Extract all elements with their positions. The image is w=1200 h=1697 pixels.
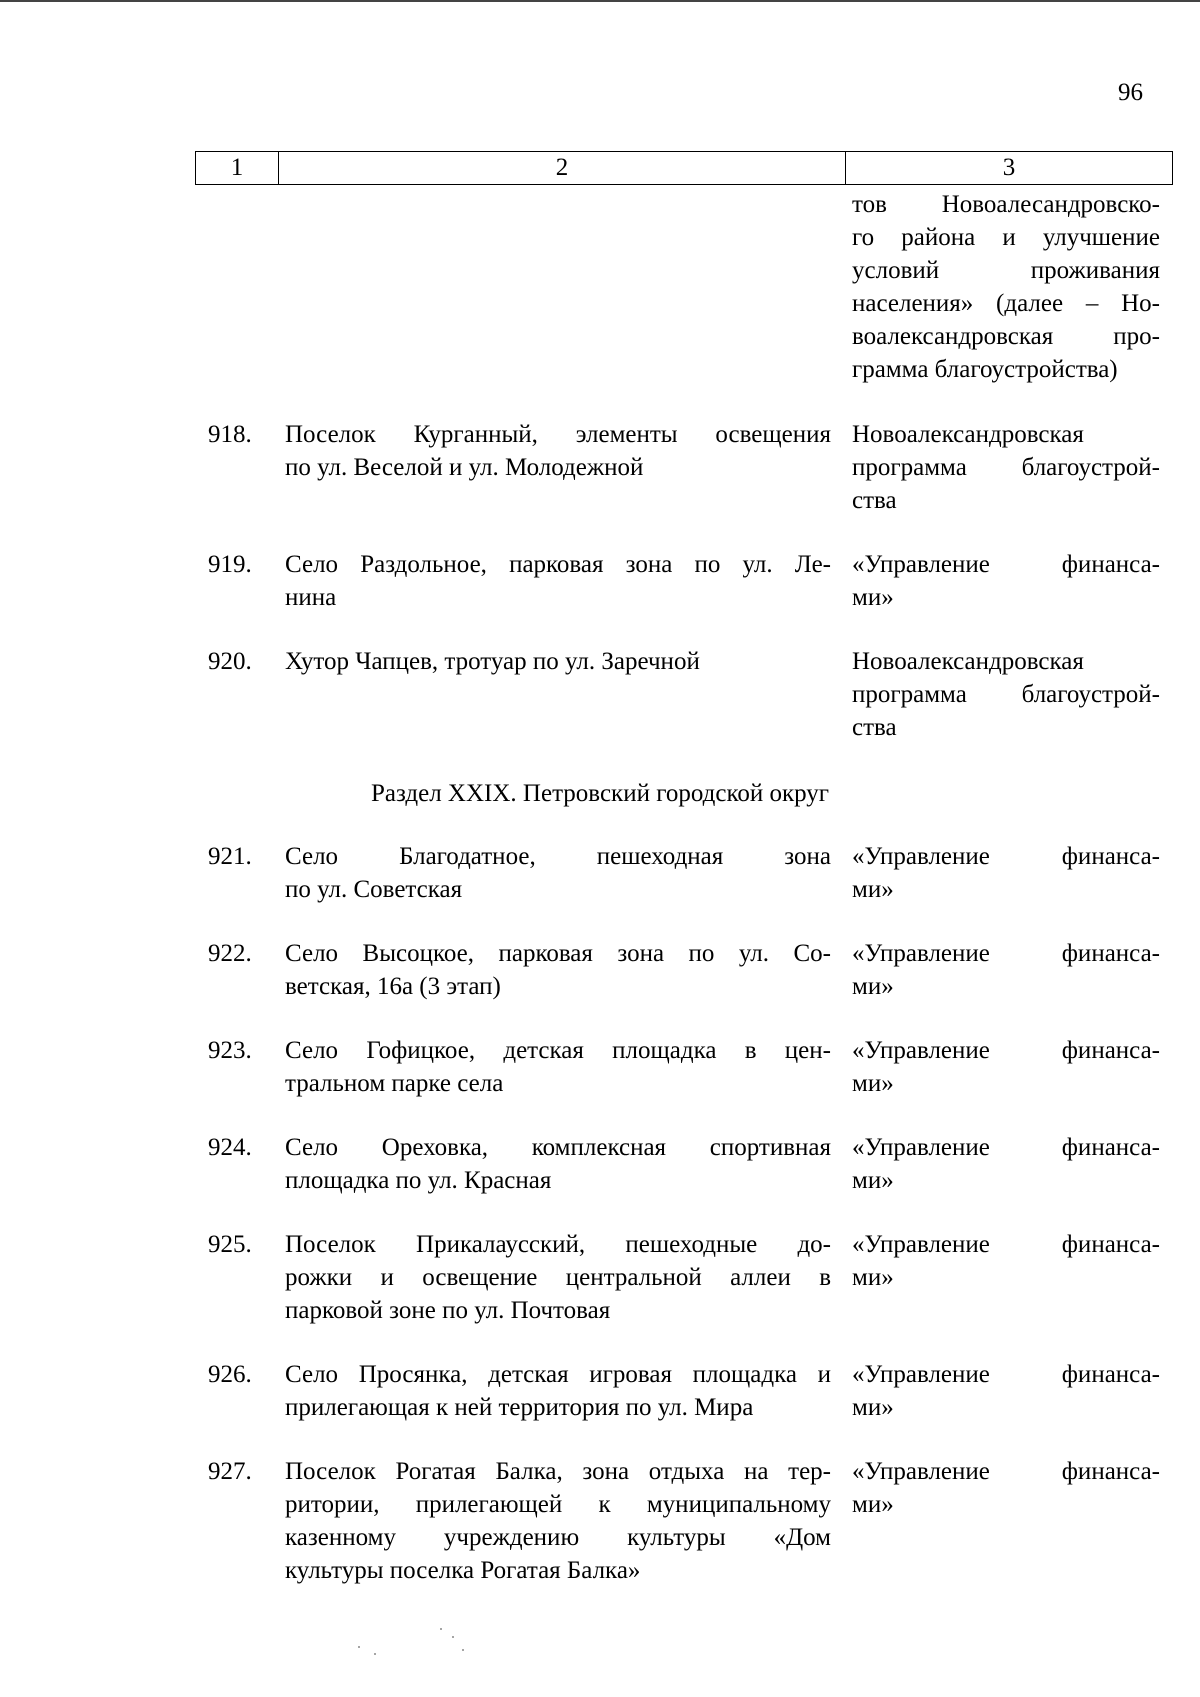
text-line: Хутор Чапцев, тротуар по ул. Заречной bbox=[285, 648, 700, 675]
page-number: 96 bbox=[1118, 79, 1143, 106]
header-col-3: 3 bbox=[1002, 154, 1016, 181]
text-line: Село Ореховка, комплексная спортивная bbox=[285, 1134, 831, 1161]
object-name bbox=[285, 1228, 831, 1327]
text-line: ветская, 16а (3 этап) bbox=[285, 973, 501, 1000]
text-line: ми» bbox=[852, 1264, 894, 1291]
scan-top-edge bbox=[0, 0, 1200, 2]
text-line: ми» bbox=[852, 973, 894, 1000]
text-line: ми» bbox=[852, 1394, 894, 1421]
text-line: программа благоустрой- bbox=[852, 454, 1160, 481]
text-line: условий проживания bbox=[852, 257, 1160, 284]
text-line: тов Новоалесандровско- bbox=[852, 191, 1160, 218]
row-number: 923. bbox=[208, 1037, 252, 1064]
object-name bbox=[285, 645, 831, 678]
text-line: Поселок Рогатая Балка, зона отдыха на тер- bbox=[285, 1458, 831, 1485]
text-line: ми» bbox=[852, 1167, 894, 1194]
text-line: Поселок Курганный, элементы освещения bbox=[285, 421, 831, 448]
text-line: «Управление финанса- bbox=[852, 1361, 1160, 1388]
text-line: по ул. Советская bbox=[285, 876, 463, 903]
funding-source bbox=[852, 840, 1160, 906]
text-line: «Управление финанса- bbox=[852, 1231, 1160, 1258]
text-line: рожки и освещение центральной аллеи в bbox=[285, 1264, 831, 1291]
text-line: ства bbox=[852, 487, 897, 514]
object-name bbox=[285, 1455, 831, 1587]
text-line: ми» bbox=[852, 1491, 894, 1518]
header-col-2: 2 bbox=[279, 152, 846, 184]
text-line: Новоалександровская bbox=[852, 421, 1084, 448]
text-line: Село Высоцкое, парковая зона по ул. Со- bbox=[285, 940, 831, 967]
row-number: 925. bbox=[208, 1231, 252, 1258]
text-line: парковой зоне по ул. Почтовая bbox=[285, 1297, 611, 1324]
text-line: ритории, прилегающей к муниципальному bbox=[285, 1491, 831, 1518]
text-line: нина bbox=[285, 584, 337, 611]
text-line: программа благоустрой- bbox=[852, 681, 1160, 708]
funding-source bbox=[852, 937, 1160, 1003]
funding-source bbox=[852, 418, 1160, 517]
row-number: 919. bbox=[208, 551, 252, 578]
object-name bbox=[285, 1034, 831, 1100]
text-line: Село Раздольное, парковая зона по ул. Ле- bbox=[285, 551, 831, 578]
text-line: ми» bbox=[852, 584, 894, 611]
text-line: го района и улучшение bbox=[852, 224, 1160, 251]
row-number: 920. bbox=[208, 648, 252, 675]
table-header bbox=[195, 151, 1173, 185]
text-line: населения» (далее – Но- bbox=[852, 290, 1160, 317]
object-name bbox=[285, 1131, 831, 1197]
text-line: «Управление финанса- bbox=[852, 1134, 1160, 1161]
text-line: тральном парке села bbox=[285, 1070, 504, 1097]
text-line: Село Просянка, детская игровая площадка и bbox=[285, 1361, 831, 1388]
text-line: Новоалександровская bbox=[852, 648, 1084, 675]
object-name bbox=[285, 418, 831, 484]
row-number: 922. bbox=[208, 940, 252, 967]
text-line: грамма благоустройства) bbox=[852, 356, 1118, 383]
funding-source bbox=[852, 645, 1160, 744]
object-name bbox=[285, 840, 831, 906]
text-line: «Управление финанса- bbox=[852, 1458, 1160, 1485]
funding-source bbox=[852, 1228, 1160, 1294]
row-number: 927. bbox=[208, 1458, 252, 1485]
text-line: «Управление финанса- bbox=[852, 843, 1160, 870]
funding-source bbox=[852, 548, 1160, 614]
funding-source bbox=[852, 1034, 1160, 1100]
funding-source bbox=[852, 1358, 1160, 1424]
text-line: по ул. Веселой и ул. Молодежной bbox=[285, 454, 644, 481]
row-number: 918. bbox=[208, 421, 252, 448]
text-line: казенному учреждению культуры «Дом bbox=[285, 1524, 831, 1551]
text-line: Село Благодатное, пешеходная зона bbox=[285, 843, 831, 870]
continuation-text bbox=[852, 188, 1160, 386]
row-number: 924. bbox=[208, 1134, 252, 1161]
object-name bbox=[285, 1358, 831, 1424]
text-line: «Управление финанса- bbox=[852, 1037, 1160, 1064]
funding-source bbox=[852, 1131, 1160, 1197]
object-name bbox=[285, 548, 831, 614]
header-col-1: 1 bbox=[196, 152, 279, 184]
text-line: воалександровская про- bbox=[852, 323, 1160, 350]
text-line: Поселок Прикалаусский, пешеходные до- bbox=[285, 1231, 831, 1258]
text-line: прилегающая к ней территория по ул. Мира bbox=[285, 1394, 754, 1421]
text-line: площадка по ул. Красная bbox=[285, 1167, 552, 1194]
funding-source bbox=[852, 1455, 1160, 1521]
row-number: 926. bbox=[208, 1361, 252, 1388]
text-line: ми» bbox=[852, 1070, 894, 1097]
text-line: культуры поселка Рогатая Балка» bbox=[285, 1557, 641, 1584]
object-name bbox=[285, 937, 831, 1003]
text-line: Село Гофицкое, детская площадка в цен- bbox=[285, 1037, 831, 1064]
text-line: «Управление финанса- bbox=[852, 551, 1160, 578]
text-line: ми» bbox=[852, 876, 894, 903]
row-number: 921. bbox=[208, 843, 252, 870]
text-line: ства bbox=[852, 714, 897, 741]
section-title: Раздел XXIX. Петровский городской округ bbox=[370, 780, 830, 807]
text-line: «Управление финанса- bbox=[852, 940, 1160, 967]
